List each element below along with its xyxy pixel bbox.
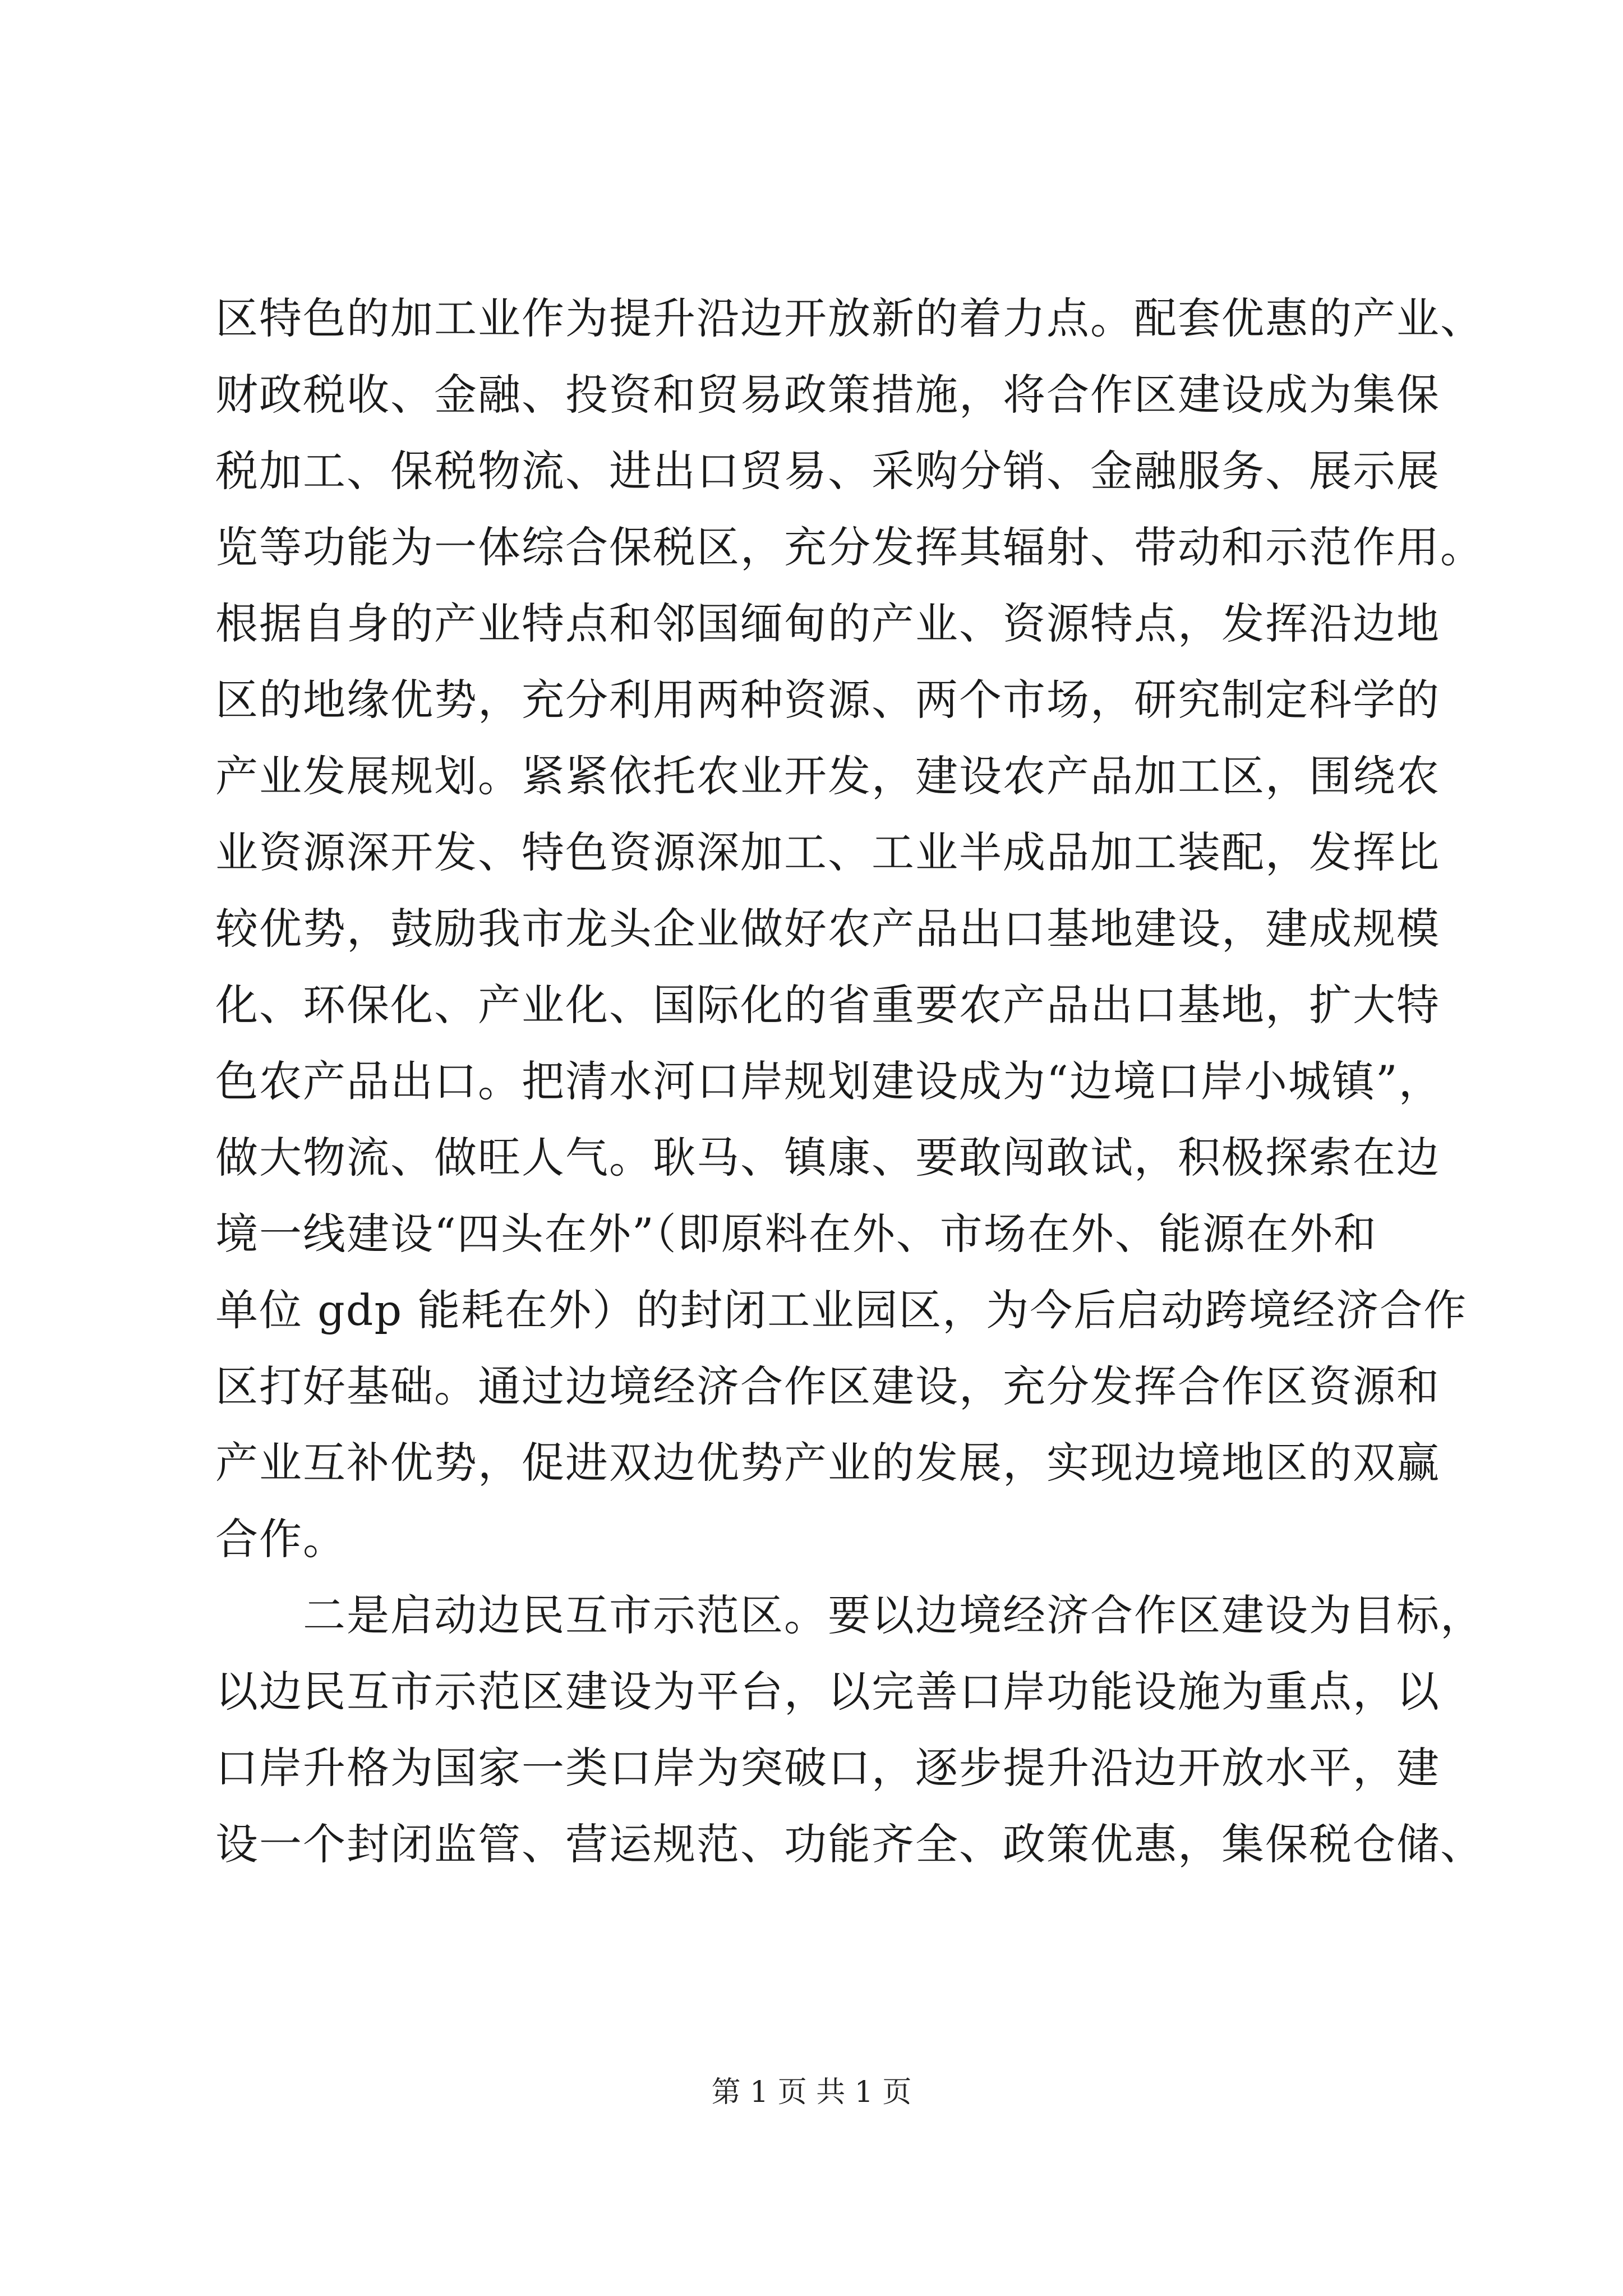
text-line: 以边民互市示范区建设为平台，以完善口岸功能设施为重点，以 (215, 1667, 1440, 1717)
text-line: 单位 gdp 能耗在外）的封闭工业园区，为今后启动跨境经济合作 (215, 1285, 1468, 1335)
text-line: 根据自身的产业特点和邻国缅甸的产业、资源特点，发挥沿边地 (215, 599, 1440, 648)
text-line: 较优势，鼓励我市龙头企业做好农产品出口基地建设，建成规模 (215, 904, 1440, 954)
text-line: 业资源深开发、特色资源深加工、工业半成品加工装配，发挥比 (215, 827, 1440, 877)
text-line: 税加工、保税物流、进出口贸易、采购分销、金融服务、展示展 (215, 446, 1440, 496)
text-line: 区特色的加工业作为提升沿边开放新的着力点。配套优惠的产业、 (215, 293, 1484, 343)
text-line: 产业互补优势，促进双边优势产业的发展，实现边境地区的双赢 (215, 1438, 1440, 1488)
body-text (215, 280, 1484, 1883)
text-line: 口岸升格为国家一类口岸为突破口，逐步提升沿边开放水平，建 (215, 1743, 1440, 1793)
text-line: 览等功能为一体综合保税区，充分发挥其辐射、带动和示范作用。 (215, 522, 1484, 572)
text-line: 设一个封闭监管、营运规范、功能齐全、政策优惠，集保税仓储、 (215, 1819, 1484, 1869)
text-line: 区的地缘优势，充分利用两种资源、两个市场，研究制定科学的 (215, 675, 1440, 725)
page-number-footer: 第 1 页 共 1 页 (711, 2076, 912, 2109)
text-line: 境一线建设“四头在外”（即原料在外、市场在外、能源在外和 (215, 1209, 1377, 1259)
text-line: 色农产品出口。把清水河口岸规划建设成为“边境口岸小城镇”， (215, 1056, 1442, 1106)
text-line: 化、环保化、产业化、国际化的省重要农产品出口基地，扩大特 (215, 980, 1440, 1030)
text-line: 财政税收、金融、投资和贸易政策措施，将合作区建设成为集保 (215, 370, 1440, 420)
text-line: 做大物流、做旺人气。耿马、镇康、要敢闯敢试，积极探索在边 (215, 1133, 1440, 1182)
paragraph-start-line: 二是启动边民互市示范区。要以边境经济合作区建设为目标， (215, 1590, 1484, 1640)
text-line: 区打好基础。通过边境经济合作区建设，充分发挥合作区资源和 (215, 1361, 1440, 1411)
text-line: 合作。 (215, 1514, 347, 1564)
text-line: 产业发展规划。紧紧依托农业开发，建设农产品加工区，围绕农 (215, 751, 1440, 801)
